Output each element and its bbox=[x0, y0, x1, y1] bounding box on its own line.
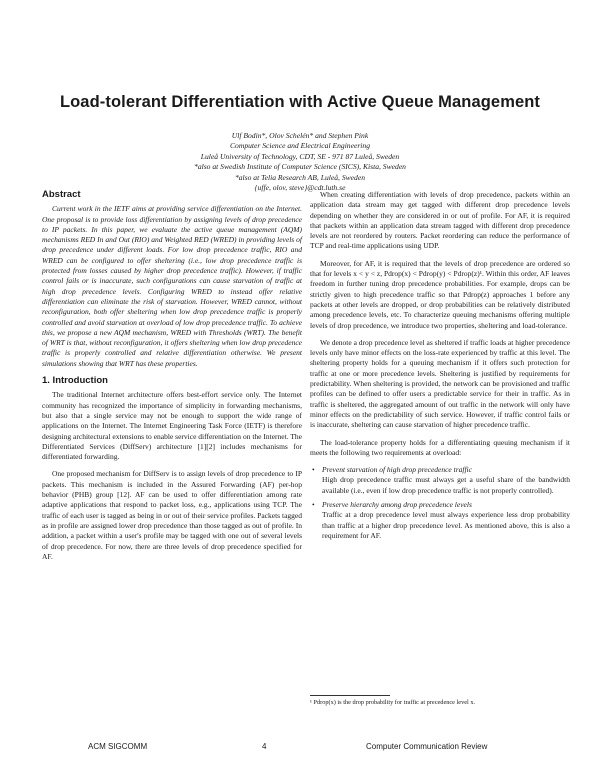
bullet-marker: • bbox=[312, 465, 315, 475]
requirements-list bbox=[310, 465, 570, 541]
author-block bbox=[100, 131, 500, 193]
author-affiliation-sics: *also at Swedish Institute of Computer Science (SICS), Kista, Sweden bbox=[194, 162, 406, 172]
right-paragraph-4: The load-tolerance property holds for a differentiating queuing mechanism if it meets the following two requirements at overload: bbox=[310, 437, 570, 457]
requirement-item bbox=[310, 465, 570, 496]
footer-venue: ACM SIGCOMM bbox=[88, 742, 148, 751]
right-column bbox=[310, 190, 570, 547]
abstract-heading: Abstract bbox=[42, 189, 81, 200]
bullet-marker: • bbox=[312, 500, 315, 510]
footer-page-number: 4 bbox=[262, 742, 267, 751]
author-department: Computer Science and Electrical Engineering bbox=[229, 141, 371, 151]
requirement-body: Traffic at a drop precedence level must always experience less drop probability than traffic at a higher drop precedence level. As mentioned above, this is also a requirement for AF. bbox=[322, 510, 570, 540]
author-names: Ulf Bodin*, Olov Schelén* and Stephen Pink bbox=[231, 131, 369, 140]
introduction-heading: 1. Introduction bbox=[42, 375, 108, 387]
author-affiliation-telia: *also at Telia Research AB, Luleå, Sweden bbox=[234, 172, 366, 182]
introduction-paragraph-1: The traditional Internet architecture offers best-effort service only. The Internet community has recognized the importance of simplicity in forwarding mechanisms, but also that a single service may not be enough to support the wide range of applications on the Internet. The Internet Engineering Task Force (IETF) is therefore designing architectural extensions to enable service differentiation on the Internet. The Differentiated Services (DiffServ) architecture [1][2] includes mechanisms for differentiated forwarding. bbox=[42, 390, 302, 462]
requirement-item bbox=[310, 500, 570, 541]
introduction-paragraph-2: One proposed mechanism for DiffServ is to assign levels of drop precedence to IP packets. This mechanism is included in the Assured Forwarding (AF) per-hop behavior (PHB) group [12]. AF can be used to offer differentiation among rate adaptive applications that respond to packet loss, e.g., applications using TCP. The traffic of each user is tagged as being in or out of their service profiles. Packets tagged as in profile are assigned lower drop precedence than those tagged as out of profile. In addition, a packet within a user's profile may be tagged with one out of several levels of drop precedence. For now, there are three levels of drop precedence specified for AF. bbox=[42, 469, 302, 561]
right-paragraph-3: We denote a drop precedence level as sheltered if traffic loads at higher precedence levels only have minor effects on the loss-rate experienced by traffic at this level. The sheltering property holds for a queuing mechanism if it offers such protection for traffic at one or more precedence levels. Sheltering is justified by requirements for predictability. When sheltering is provided, the network can be provisioned and traffic profiles can be defined to offer users a predictable service for their in traffic. As in traffic is sheltered, the aggregated amount of out traffic in the network will only have minor effects on the predictability of such service. However, if traffic control fails or is inaccurate, sheltering can cause starvation of higher precedence traffic. bbox=[310, 337, 570, 430]
right-paragraph-2: Moreover, for AF, it is required that the levels of drop precedence are ordered so that for levels x < y < z, Pdrop(x) < Pdrop(y) < Pdrop(z)¹. Within this order, AF leaves freedom in further tuning drop precedence probabilities. For example, drops can be strictly given to high precedence traffic so that Pdrop(z) approaches 1 before any packets at other levels are dropped, or drop probabilities can be relatively distributed among precedence levels, etc. To characterize queuing mechanisms offering multiple levels of drop precedence, we introduce two properties, sheltering and load-tolerance. bbox=[310, 258, 570, 330]
author-emails: {uffe, olov, steve}@cdt.luth.se bbox=[254, 183, 346, 193]
requirement-body: High drop precedence traffic must always get a useful share of the bandwidth available (i.e., even if low drop precedence traffic is not properly controlled). bbox=[322, 475, 570, 495]
footnote: ¹ Pdrop(x) is the drop probability for traffic at precedence level x. bbox=[310, 699, 476, 706]
footer-journal: Computer Communication Review bbox=[366, 742, 488, 751]
abstract-text: Current work in the IETF aims at providing service differentiation on the Internet. One proposal is to provide loss differentiation by assigning levels of drop precedence to IP packets. In this paper, we evaluate the active queue management (AQM) mechanisms RED In and Out (RIO) and Weighted RED (WRED) in providing levels of drop precedence under different loads. For low drop precedence traffic, RIO and WRED can be configured to offer sheltering (i.e., low drop precedence traffic is protected from losses caused by higher drop precedence traffic). However, if traffic control fails or is inaccurate, such configurations can cause starvation of traffic at high drop precedence levels. Configuring WRED to instead offer relative differentiation can eliminate the risk of starvation. However, WRED cannot, without reconfiguration, both offer sheltering when low drop precedence traffic is properly controlled and avoid starvation at overload of low drop precedence traffic. To achieve this, we propose a new AQM mechanism, WRED with Thresholds (WRT). The benefit of WRT is that, without reconfiguration, it offers sheltering when low drop precedence traffic is properly controlled and relative differentiation otherwise. We present simulations showing that WRT has these properties. bbox=[42, 204, 302, 368]
requirement-title: Prevent starvation of high drop precedence traffic bbox=[322, 465, 472, 475]
right-paragraph-1: When creating differentiation with levels of drop precedence, packets within an application data stream may get tagged with different drop precedence levels depending on whether they are considered in or out of profile. For AF, it is required that packets within an application data stream tagged with different drop precedence levels are not reordered by routers. Packet reordering can reduce the performance of TCP and real-time applications using UDP. bbox=[310, 190, 570, 251]
footnote-rule bbox=[310, 695, 390, 696]
paper-title: Load-tolerant Differentiation with Active Queue Management bbox=[59, 93, 541, 111]
author-affiliation: Luleå University of Technology, CDT, SE - 971 87 Luleå, Sweden bbox=[200, 151, 400, 161]
left-column bbox=[42, 190, 302, 569]
requirement-title: Preserve hierarchy among drop precedence levels bbox=[322, 500, 472, 510]
